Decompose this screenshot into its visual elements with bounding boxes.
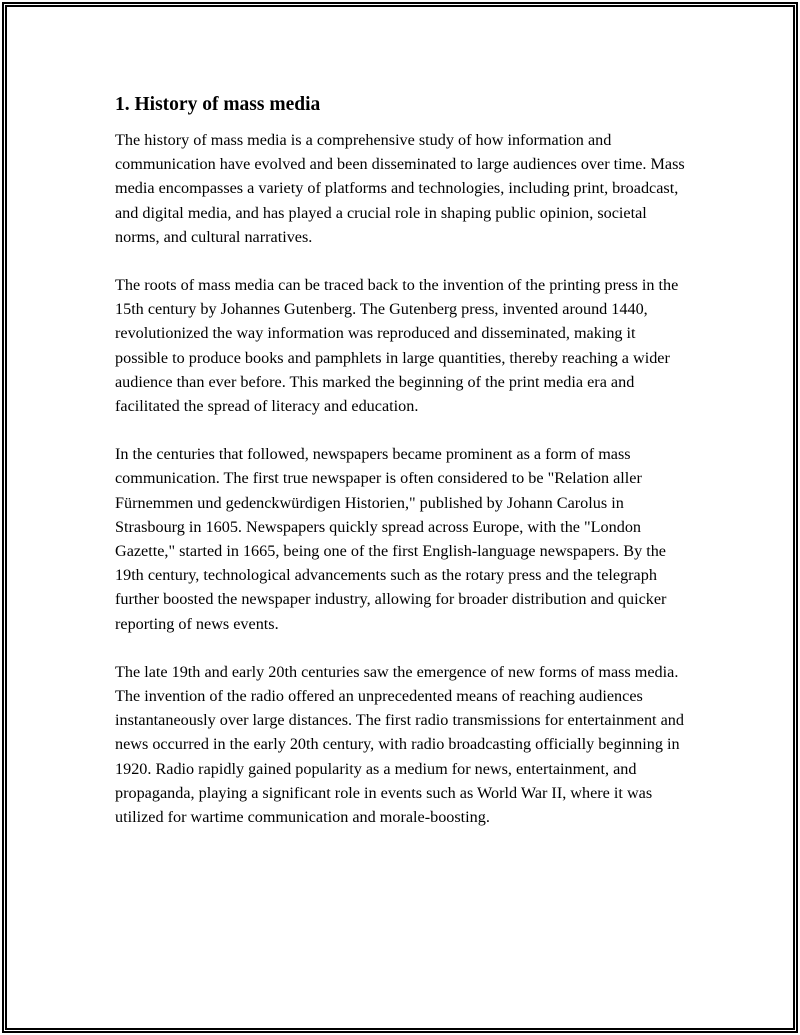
paragraph-newspapers: In the centuries that followed, newspapers became prominent as a form of mass communication. The first true newspaper is often considered to be "Relation aller Fürnemmen und gedenckwürdigen Historien," published by Johann Carolus in Strasbourg in 1605. Newspapers quickly spread across Europe, with the "London Gazette," started in 1665, being one of the first English-language newspapers. By the 19th century, technological advancements such as the rotary press and the telegraph further boosted the newspaper industry, allowing for broader distribution and quicker reporting of news events. bbox=[115, 445, 667, 633]
paragraph-radio: The late 19th and early 20th centuries saw the emergence of new forms of mass media. The invention of the radio offered an unprecedented means of reaching audiences instantaneously over large distances. The first radio transmissions for entertainment and news occurred in the early 20th century, with radio broadcasting officially beginning in 1920. Radio rapidly gained popularity as a medium for news, entertainment, and propaganda, playing a significant role in events such as World War II, where it was utilized for wartime communication and morale-boosting. bbox=[115, 662, 684, 827]
paragraph-printing-press: The roots of mass media can be traced back to the invention of the printing press in the 15th century by Johannes Gutenberg. The Gutenberg press, invented around 1440, revolutionized the way information was reproduced and disseminated, making it possible to produce books and pamphlets in large quantities, thereby reaching a wider audience than ever before. This marked the beginning of the print media era and facilitated the spread of literacy and education. bbox=[115, 276, 679, 416]
document-body bbox=[115, 92, 690, 853]
section-heading: 1. History of mass media bbox=[115, 94, 321, 115]
paragraph-intro: The history of mass media is a comprehensive study of how information and communication have evolved and been disseminated to large audiences over time. Mass media encompasses a variety of platforms and technologies, including print, broadcast, and digital media, and has played a crucial role in shaping public opinion, societal norms, and cultural narratives. bbox=[115, 131, 685, 246]
